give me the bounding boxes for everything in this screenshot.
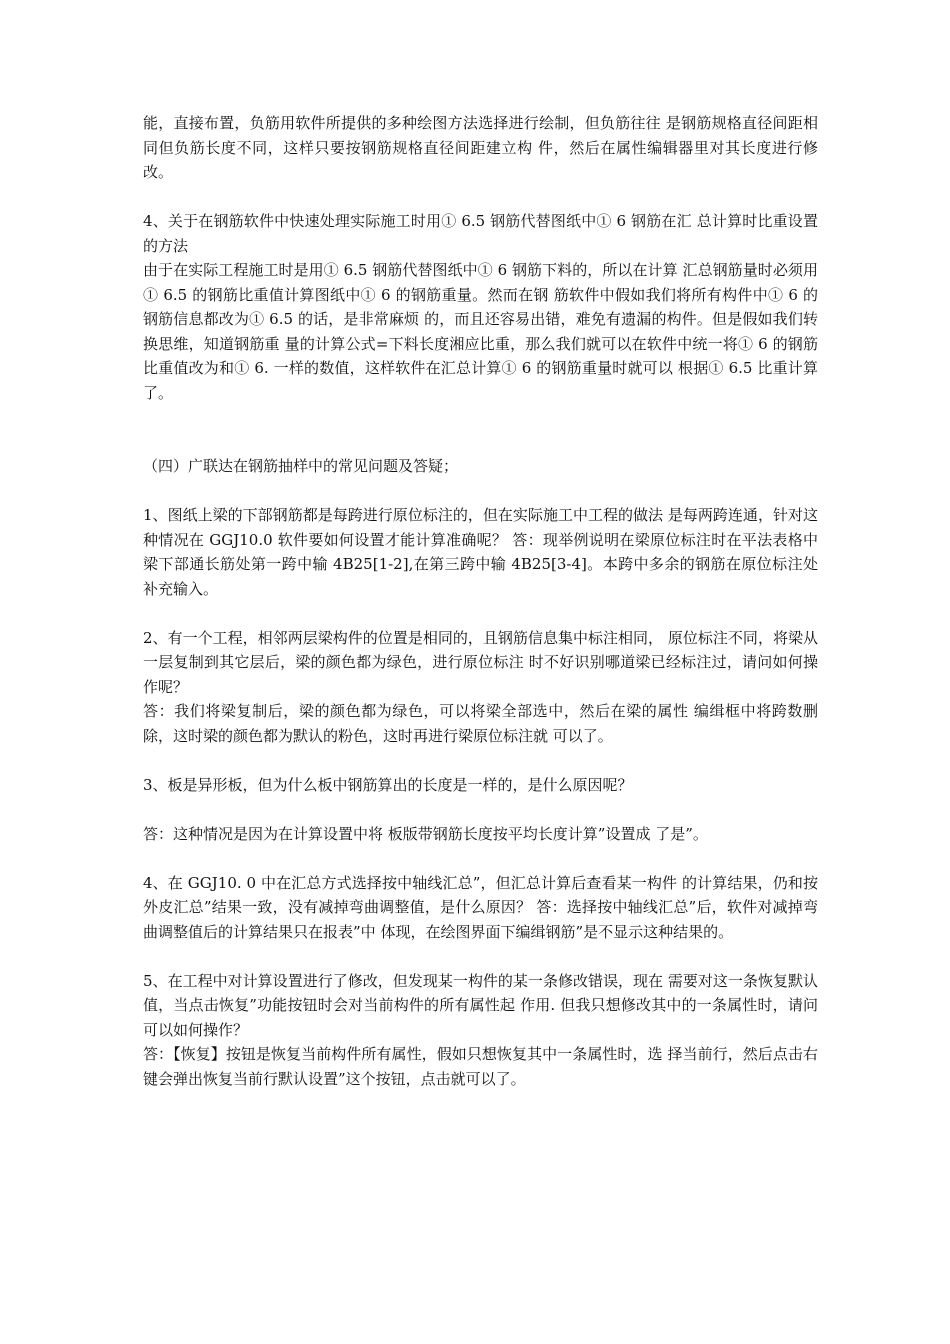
paragraph-spacer [143,797,818,822]
paragraph-rebar-substitution-method: 由于在实际工程施工时是用① 6.5 钢筋代替图纸中① 6 钢筋下料的，所以在计算 汇总钢筋量时必须用① 6.5 的钢筋比重值计算图纸中① 6 的钢筋重量。然而在钢 筋软件中假如我们将所有构件中① 6 的钢筋信息都改为① 6.5 的话，是非常麻烦 的，而且还容易出错，难免有遗漏的构件。但是假如我们转换思维，知道钢筋重 量的计算公式=下料长度湘应比重，那么我们就可以在软件中统一将① 6 的钢筋 比重值改为和① 6. 一样的数值，这样软件在汇总计算① 6 的钢筋重量时就可以 根据① 6.5 比重计算了。 [143,261,818,402]
paragraph-spacer [143,748,818,773]
faq-item-5-answer: 答：【恢复】按钮是恢复当前构件所有属性，假如只想恢复其中一条属性时，选 择当前行，然后点击右键会弹出恢复当前行默认设置”这个按钮，点击就可以了。 [143,1045,818,1088]
paragraph-spacer [143,944,818,969]
paragraph-spacer [143,846,818,871]
paragraph-spacer [143,185,818,210]
paragraph-spacer [143,601,818,626]
faq-item-2-answer: 答：我们将梁复制后，梁的颜色都为绿色，可以将梁全部选中，然后在梁的属性 编缉框中将跨数删除，这时梁的颜色都为默认的粉色，这时再进行梁原位标注就 可以了。 [143,702,818,745]
paragraph-spacer [143,479,818,504]
faq-item-1: 1、图纸上梁的下部钢筋都是每跨进行原位标注的，但在实际施工中工程的做法 是每两跨连通，针对这种情况在 GGJ10.0 软件要如何设置才能计算准确呢？ 答：现举例说明在梁原位标注时在平法表格中梁下部通长筋处第一跨中输 4B25[1-2],在第三跨中输 4B25[3-4]。本跨中多余的钢筋在原位标注处补充输入。 [143,506,818,598]
section-heading-faq: （四）广联达在钢筋抽样中的常见问题及答疑； [143,457,459,475]
faq-item-5-question: 5、在工程中对计算设置进行了修改，但发现某一构件的某一条修改错误，现在 需要对这一条恢复默认值，当点击恢复”功能按钮时会对当前构件的所有属性起 作用. 但我只想修改其中的一条属性时，请问可以如何操作？ [143,971,818,1039]
document-body [143,111,818,1091]
faq-item-2-question: 2、有一个工程，相邻两层梁构件的位置是相同的，且钢筋信息集中标注相同， 原位标注不同，将梁从一层复制到其它层后，梁的颜色都为绿色，进行原位标注 时不好识别哪道梁已经标注过，请问如何操作呢？ [143,628,818,696]
faq-item-3-question: 3、板是异形板，但为什么板中钢筋算出的长度是一样的，是什么原因呢？ [143,775,633,794]
faq-item-4: 4、在 GGJ10. 0 中在汇总方式选择按中轴线汇总”，但汇总计算后查看某一构件 的计算结果，仍和按外皮汇总”结果一致，没有减掉弯曲调整值，是什么原因？ 答：选择按中轴线汇总”后，软件对减掉弯曲调整值后的计算结果只在报表”中 体现，在绘图界面下编缉钢筋”是不显示这种结果的。 [143,873,818,941]
heading-item-4-rebar-substitution: 4、关于在钢筋软件中快速处理实际施工时用① 6.5 钢筋代替图纸中① 6 钢筋在汇 总计算时比重设置的方法 [143,212,818,255]
paragraph-rebar-placement: 能，直接布置，负筋用软件所提供的多种绘图方法选择进行绘制，但负筋往往 是钢筋规格直径间距相同但负筋长度不同，这样只要按钢筋规格直径间距建立构 件，然后在属性编辑器里对其长度进行修改。 [143,114,818,181]
section-spacer [143,405,818,454]
faq-item-3-answer: 答：这种情况是因为在计算设置中将 板版带钢筋长度按平均长度计算”设置成 了是”。 [143,824,708,843]
